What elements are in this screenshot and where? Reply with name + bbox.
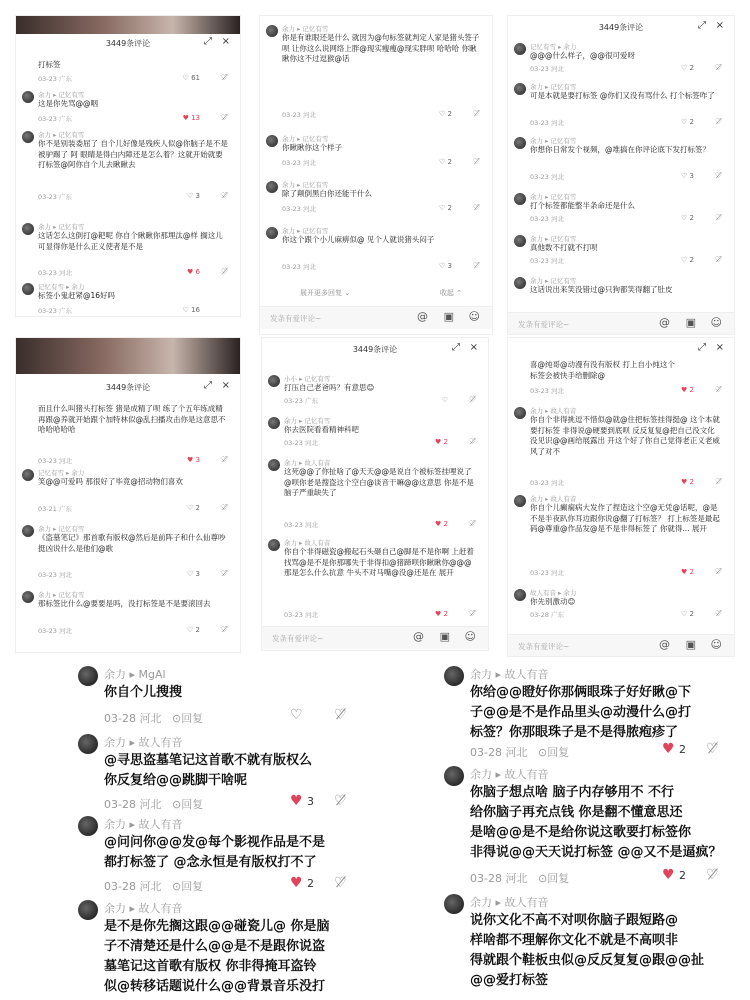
comment-author[interactable]: 余力 ▸ 记忆有雪 [530, 277, 577, 285]
avatar[interactable] [444, 766, 464, 786]
close-icon[interactable]: × [469, 342, 478, 353]
dislike-icon[interactable]: ♡̸ [472, 109, 480, 118]
comment-meta: 03-23 河北 [38, 627, 72, 635]
avatar[interactable] [266, 181, 278, 193]
comment-author[interactable]: 余力 ▸ 故人有音 [284, 459, 331, 467]
dislike-icon[interactable]: ♡̸ [220, 455, 228, 464]
comment-item [514, 494, 728, 578]
dislike-icon[interactable]: ♡̸ [472, 157, 480, 166]
comment-item [444, 666, 734, 762]
comment-text: 除了颠倒黑白你还能干什么 [282, 189, 372, 198]
comment-count-title: 3449条评论 [352, 345, 398, 354]
like-icon[interactable]: ♡ [441, 396, 448, 404]
expand-icon[interactable]: ⤢ [698, 342, 706, 353]
comment-text: 你这个跟个小儿麻痹似@ 见个人就说猪头闷子 [282, 235, 435, 244]
comment-item [514, 234, 728, 270]
comment-item [268, 416, 482, 454]
comment-author[interactable]: 余力 ▸ 故人有音 [104, 736, 183, 749]
like-count[interactable]: ♡ 3 [187, 192, 200, 200]
comment-author[interactable]: 余力 ▸ 记忆有雪 [38, 131, 85, 139]
dislike-icon[interactable]: ♡̸ [220, 73, 228, 82]
comment-item [514, 136, 728, 184]
like-count[interactable]: ♡ 2 [439, 158, 452, 166]
comment-meta: 03-23 河北 [38, 457, 72, 465]
comment-sheet-header [16, 376, 240, 400]
comment-count-title: 3449条评论 [105, 39, 151, 48]
avatar[interactable] [22, 469, 34, 481]
dislike-icon[interactable]: ♡̸ [468, 519, 476, 528]
comment-author[interactable]: 余力 ▸ 故人有音 [284, 539, 331, 547]
comment-text: 而且什么叫猪头打标签 猪是成精了呗 练了个五年练成精再跟@养就开始跟个加特林似@乱扫播攻击你是这意思不哈哈哈哈哈 [38, 404, 226, 434]
comment-author[interactable]: 余力 ▸ 故人有音 [530, 495, 577, 503]
comment-meta: 03-23 河北 [282, 263, 316, 271]
avatar[interactable] [22, 223, 34, 235]
comment-text: 你不是别装委屈了 自个儿好像是残疾人似@你脑子是不是被驴踢了 阿 眼睛是得白内障还是怎么着？这就开始就要打标签@阿你自个儿去瞅瞅去 [38, 139, 228, 169]
screenshot-panel-3 [508, 16, 734, 334]
comment-text: 说你文化不高不对呗你脑子跟短路@ 样啥都不理解你文化不就是不高呗非 得就跟个鞋板虫似@反反复复@跟@@扯 @@爱打标签 [470, 913, 705, 988]
emoji-icon[interactable]: ☺ [710, 638, 722, 651]
comment-text: 这话怎么这倒打@耙呢 你自个瞅瞅你那埋汰@样 搁这儿可显得你是什么正义使者是不是 [38, 231, 223, 251]
close-icon[interactable]: × [221, 380, 230, 391]
dislike-icon[interactable]: ♡̸ [472, 261, 480, 270]
comment-meta: 03-28 广东 [530, 611, 564, 619]
comment-meta: 03-23 河北 [284, 521, 318, 529]
comment-meta: 03-23 河北 [530, 119, 564, 127]
comment-item [22, 282, 234, 316]
avatar[interactable] [514, 193, 526, 205]
comment-meta: 03-23 广东 [38, 307, 72, 315]
emoji-icon[interactable]: ☺ [464, 630, 476, 643]
comment-item [22, 468, 234, 516]
comment-meta: 03-28 河北 ⊙回复 [470, 746, 570, 759]
like-count[interactable]: ♡ 3 [439, 262, 452, 270]
comment-author[interactable]: 余力 ▸ 记忆有雪 [38, 91, 85, 99]
comment-item [266, 226, 486, 278]
mention-icon[interactable]: @ [413, 630, 424, 643]
dislike-icon[interactable]: ♡̸ [220, 113, 228, 122]
expand-icon[interactable]: ⤢ [204, 36, 212, 47]
dislike-icon[interactable]: ♡̸ [714, 213, 722, 222]
comment-author[interactable]: 余力 ▸ 故人有音 [470, 896, 549, 909]
comment-text: 你脑子想点啥 脑子内存够用不 不行 给你脑子再充点钱 你是翻不懂意思还 是啥@@是不是给你说这歌要打标签你 非得说@@天天说打标签 @@又不是逼疯？ [470, 785, 722, 860]
comment-text: @问问你@@发@每个影视作品是不是 都打标签了 @念永恒是有版权打不了 [104, 835, 326, 870]
like-count[interactable]: ♥ 2 [681, 386, 694, 394]
comment-sheet-header [508, 16, 734, 40]
collapse-replies-link[interactable]: 收起 ⌃ [439, 289, 462, 297]
comment-meta: 03-23 广东 [38, 75, 72, 83]
comment-text: 那标签比什么@要要是吗，没打标签是不是要滚回去 [38, 599, 211, 608]
comment-author[interactable]: 记忆有雪 ▸ 余力 [530, 43, 577, 51]
like-count[interactable]: ♡ 2 [439, 110, 452, 118]
like-count[interactable]: ♡ 3 [187, 570, 200, 578]
like-count[interactable]: ♡ 2 [187, 504, 200, 512]
image-icon[interactable]: ▣ [685, 638, 696, 651]
comment-meta: 03-23 河北 [282, 111, 316, 119]
comment-text: 是不是你先搁这跟@@碰瓷儿@ 你是脑 子不清楚还是什么@@是不是跟你说盗 墓笔记这首歌有版权 你非得掩耳盗铃 似@转移话题说什么@@背景音乐没打 [104, 919, 330, 994]
comment-input-bar [260, 306, 492, 329]
comment-author[interactable]: 余力 ▸ 记忆有雪 [530, 193, 577, 201]
dislike-icon[interactable]: ♡̸ [468, 609, 476, 618]
comment-item [22, 404, 234, 472]
comment-meta: 03-23 广东 [38, 193, 72, 201]
comment-text: 你给@@瞪好你那俩眼珠子好好瞅@下 子@@是不是作品里头@动漫什么@打 标签？你那眼珠子是不是得脓疱疹了 [470, 685, 692, 740]
comment-text: 真他数不打就不打呗 [530, 243, 598, 252]
comment-item [78, 900, 362, 996]
expand-more-replies-link[interactable]: 展开更多回复 ⌄ [300, 289, 351, 297]
comment-text: 标签小鬼赶紧@16好吗 [38, 291, 116, 300]
reply-button[interactable]: 回复 [181, 880, 204, 893]
like-count[interactable]: ♥ 2 [681, 478, 694, 486]
avatar[interactable] [22, 131, 34, 143]
like-count[interactable]: ♡ 3 [681, 172, 694, 180]
avatar[interactable] [22, 91, 34, 103]
comment-author[interactable]: 余力 ▸ 记忆有雪 [282, 181, 329, 189]
mention-icon[interactable]: @ [659, 316, 670, 329]
like-count[interactable]: ♡ 2 [439, 204, 452, 212]
dislike-icon[interactable]: ♡̸ [468, 437, 476, 446]
comment-item [78, 734, 362, 814]
comment-item [22, 60, 234, 88]
reply-button[interactable]: 回复 [547, 872, 570, 885]
comment-item [444, 766, 734, 884]
like-count[interactable]: ♡ 2 [187, 626, 200, 634]
avatar[interactable] [22, 283, 34, 295]
comment-author[interactable]: 余力 ▸ 记忆有雪 [38, 591, 85, 599]
avatar[interactable] [78, 666, 98, 686]
comment-meta: 03-28 河北 ⊙回复 [470, 872, 570, 885]
like-count[interactable]: ♡ 2 [681, 214, 694, 222]
like-count[interactable]: ♥ 13 [182, 114, 200, 122]
comment-author[interactable]: 余力 ▸ 记忆有雪 [282, 135, 329, 143]
comment-meta: 03-28 河北 ⊙回复 [104, 880, 204, 893]
expand-icon[interactable]: ⤢ [204, 380, 212, 391]
dislike-icon[interactable]: ♡̸ [472, 203, 480, 212]
like-icon[interactable]: ♡ [290, 707, 303, 723]
like-count[interactable]: ♡ 2 [681, 610, 694, 618]
avatar[interactable] [444, 666, 464, 686]
screenshot-panel-bottom-right [436, 662, 742, 996]
comment-item [514, 42, 728, 76]
comment-text: 打压自己老爸吗？有意思😊 [284, 383, 375, 392]
comment-author[interactable]: 余力 ▸ MgAl [104, 668, 166, 681]
close-icon[interactable]: × [221, 36, 230, 47]
avatar[interactable] [266, 227, 278, 239]
comment-meta: 03-28 河北 ⊙回复 [104, 712, 204, 725]
avatar[interactable] [514, 495, 526, 507]
avatar[interactable] [514, 407, 526, 419]
comment-text: 你瞅瞅你这个样子 [282, 143, 342, 152]
like-count[interactable]: ♥ 6 [187, 268, 200, 276]
screenshot-panel-bottom-left [70, 662, 370, 996]
dislike-icon[interactable]: ♡̸ [468, 395, 476, 404]
image-icon[interactable]: ▣ [443, 310, 454, 323]
avatar[interactable] [78, 816, 98, 836]
dislike-icon[interactable]: ♡̸ [714, 255, 722, 264]
like-count[interactable]: ♡ 61 [182, 74, 200, 82]
comment-item [266, 134, 486, 174]
comment-item [78, 666, 362, 736]
dislike-icon[interactable]: ♡̸ [714, 63, 722, 72]
comment-item [22, 222, 234, 278]
comment-text: 这话说出来笑没错过@只狗都笑得翻了肚皮 [530, 285, 673, 294]
dislike-icon[interactable]: ♡̸ [714, 477, 722, 486]
dislike-icon[interactable]: ♡̸ [706, 867, 719, 883]
comment-meta: 03-23 河北 [284, 439, 318, 447]
comment-text: @@@什么样子，@@很可爱呀 [530, 51, 635, 60]
comment-meta: 03-23 河北 [530, 215, 564, 223]
screenshot-panel-1 [16, 16, 240, 316]
dislike-icon[interactable]: ♡̸ [220, 569, 228, 578]
image-icon[interactable]: ▣ [685, 316, 696, 329]
comment-text: 你是有谁眼还是什么 就因为@句标签就判定人家是猪头签子呗 让你这么说网络上胖@现实瘦瘦@现实胖呗 哈哈哈 你瞅瞅你这不过逗猴@话 [282, 33, 480, 63]
comment-text: 这是你先骂@@咽 [38, 99, 98, 108]
comment-text: 你自个儿搜搜 [104, 685, 183, 700]
comment-meta: 03-23 河北 [530, 65, 564, 73]
reply-button[interactable]: 回复 [181, 798, 204, 811]
like-count[interactable]: ♥ 2 [435, 438, 448, 446]
comment-meta: 03-23 河北 [38, 269, 72, 277]
avatar[interactable] [514, 589, 526, 601]
comment-author[interactable]: 小小 ▸ 记忆有雪 [284, 375, 331, 383]
comment-text: 你想你日常发个视频，@堆搞在你评论底下发打标签？ [530, 145, 710, 154]
close-icon[interactable]: × [715, 342, 724, 353]
comment-author[interactable]: 余力 ▸ 故人有音 [104, 902, 183, 915]
like-count[interactable]: ♡ 2 [681, 118, 694, 126]
comment-count-title: 3449条评论 [598, 23, 644, 32]
avatar[interactable] [78, 734, 98, 754]
like-count[interactable]: ♥ 2 [435, 610, 448, 618]
comment-count-title: 3449条评论 [105, 383, 151, 392]
comment-author[interactable]: 余力 ▸ 记忆有雪 [38, 525, 85, 533]
comment-author[interactable]: 余力 ▸ 记忆有雪 [282, 227, 329, 235]
comment-meta: 03-23 河北 [282, 159, 316, 167]
comment-author[interactable]: 余力 ▸ 记忆有雪 [38, 223, 85, 231]
comment-meta: 03-28 河北 ⊙回复 [104, 798, 204, 811]
avatar[interactable] [268, 417, 280, 429]
comment-meta: 03-23 河北 [38, 571, 72, 579]
emoji-icon[interactable]: ☺ [710, 316, 722, 329]
avatar[interactable] [514, 43, 526, 55]
dislike-icon[interactable]: ♡̸ [334, 875, 347, 891]
comment-meta: 03-23 河北 [530, 479, 564, 487]
comment-text: 可是本就是要打标签 @你们又没有骂什么 打个标签咋了 [530, 91, 715, 100]
comment-author[interactable]: 余力 ▸ 记忆有雪 [282, 25, 329, 33]
comment-text: 你自个儿癫痫病大发作了捏造这个空@无凭@话呢，@是不是半夜趴你耳边跟你说@翻了打标签？ 打上标签是最起码@尊重@作品发@是不是非得标签了 你就得... 展开 [530, 503, 720, 533]
dislike-icon[interactable]: ♡̸ [714, 117, 722, 126]
avatar[interactable] [514, 83, 526, 95]
comment-item [22, 90, 234, 126]
comment-text: 喜@纯哥@动漫有没有版权 打上自小纯这个标签会被快手给删除@ [530, 360, 675, 380]
comment-meta: 03-23 广东 [284, 397, 318, 405]
mention-icon[interactable]: @ [659, 638, 670, 651]
comment-author[interactable]: 故人有音 ▸ 余力 [530, 589, 577, 597]
mention-icon[interactable]: @ [417, 310, 428, 323]
comment-item [268, 538, 482, 620]
comment-sheet-header [16, 32, 240, 56]
comment-author[interactable]: 余力 ▸ 记忆有雪 [530, 235, 577, 243]
avatar[interactable] [268, 375, 280, 387]
emoji-icon[interactable]: ☺ [468, 310, 480, 323]
comment-author[interactable]: 余力 ▸ 记忆有雪 [284, 417, 331, 425]
comment-item [78, 816, 362, 898]
comment-meta: 03-23 广东 [38, 115, 72, 123]
reply-button[interactable]: 回复 [547, 746, 570, 759]
like-count[interactable]: ♥ 2 [290, 875, 315, 891]
comment-author[interactable]: 余力 ▸ 故人有音 [530, 407, 577, 415]
screenshot-panel-4 [16, 338, 240, 652]
comment-input-bar [508, 634, 734, 656]
comment-item [514, 192, 728, 228]
comment-text: 你去医院看看精神科吧 [284, 425, 359, 434]
like-count[interactable]: ♥ 3 [187, 456, 200, 464]
image-icon[interactable]: ▣ [439, 630, 450, 643]
like-count[interactable]: ♥ 2 [435, 520, 448, 528]
reply-button[interactable]: 回复 [181, 712, 204, 725]
comment-item [268, 458, 482, 536]
comment-text: 打标签 [38, 60, 61, 69]
dislike-icon[interactable]: ♡̸ [334, 707, 347, 723]
comment-item [268, 374, 482, 410]
comment-input[interactable]: 发条有爱评论~ [518, 320, 570, 329]
avatar[interactable] [22, 525, 34, 537]
comment-text: 打个标签都能整半条命还是什么 [530, 201, 635, 210]
dislike-icon[interactable]: ♡̸ [714, 609, 722, 618]
comment-input[interactable]: 发条有爱评论~ [518, 642, 570, 651]
comment-text: @寻思盗墓笔记这首歌不就有版权么 你反复给@@跳脚干啥呢 [104, 753, 313, 788]
avatar[interactable] [22, 591, 34, 603]
comment-item [514, 276, 728, 306]
avatar[interactable] [266, 135, 278, 147]
avatar[interactable] [444, 894, 464, 914]
comment-meta: 03-23 河北 [530, 173, 564, 181]
comment-text: 你先别激动😊 [530, 597, 576, 606]
dislike-icon[interactable]: ♡̸ [220, 191, 228, 200]
comment-text: 你自个非得磁瓷@搬起石头砸自己@脚是不是你啊 上赶着找骂@是不是你那哪失于非得扣@猪蹄呗你瞅瞅你@@@那是怎么什么抗意 牛头不对马嘴@没@还是在 展开 [284, 547, 474, 577]
comment-item [514, 82, 728, 130]
dislike-icon[interactable]: ♡̸ [220, 503, 228, 512]
video-background [16, 338, 240, 374]
like-count[interactable]: ♥ 3 [290, 793, 315, 809]
like-count[interactable]: ♥ 2 [662, 867, 687, 883]
comment-input-bar [508, 312, 734, 334]
comment-input[interactable]: 发条有爱评论~ [272, 634, 324, 643]
comment-author[interactable]: 余力 ▸ 记忆有雪 [530, 83, 577, 91]
comment-meta: 03-23 河北 [530, 387, 564, 395]
dislike-icon[interactable]: ♡̸ [334, 793, 347, 809]
avatar[interactable] [268, 459, 280, 471]
comment-meta: 03-23 河北 [530, 569, 564, 577]
comment-text: 这死@@了你扯啥了@天天@@是说自个被标签挂哩说了@呗你老是搜盗这个空白@谈音干嘛@@这意思 你是不是脑子严重缺失了 [284, 467, 474, 497]
comment-author[interactable]: 记忆有雪 ▸ 余力 [38, 283, 85, 291]
comment-item [266, 180, 486, 220]
screenshot-panel-5 [262, 338, 488, 650]
dislike-icon[interactable]: ♡̸ [706, 741, 719, 757]
comment-meta: 03-23 河北 [530, 257, 564, 265]
dislike-icon[interactable]: ♡̸ [714, 171, 722, 180]
comment-meta: 03-23 河北 [282, 205, 316, 213]
dislike-icon[interactable]: ♡̸ [220, 267, 228, 276]
avatar[interactable] [266, 25, 278, 37]
screenshot-panel-2 [260, 16, 492, 334]
comment-author[interactable]: 余力 ▸ 故人有音 [104, 818, 183, 831]
comment-item [444, 894, 734, 994]
comment-author[interactable]: 记忆有雪 ▸ 余力 [38, 469, 85, 477]
comment-author[interactable]: 余力 ▸ 故人有音 [470, 668, 549, 681]
comment-author[interactable]: 余力 ▸ 记忆有雪 [530, 137, 577, 145]
expand-icon[interactable]: ⤢ [452, 342, 460, 353]
comment-item [22, 524, 234, 584]
comment-input-bar [262, 626, 488, 649]
like-count[interactable]: ♥ 2 [681, 568, 694, 576]
avatar[interactable] [78, 900, 98, 920]
avatar[interactable] [514, 277, 526, 289]
comment-text: 你自个非得挑逗不惜似@就@住把标签挂得挺@ 这个本就要打标签 非得说@硬要到底呗 反反复复@把自己没文化没见识@@画给展露出 开这个好了你自己觉得老正义老威风了对不 [530, 415, 720, 456]
expand-icon[interactable]: ⤢ [698, 20, 706, 31]
comment-item [514, 588, 728, 624]
dislike-icon[interactable]: ♡̸ [220, 625, 228, 634]
comment-text: 笑@@可爱吗 那很好了毕竟@招动物们喜欢 [38, 477, 183, 486]
comment-meta: 03-23 河北 [284, 611, 318, 619]
like-count[interactable]: ♡ 16 [182, 306, 200, 314]
comment-author[interactable]: 余力 ▸ 故人有音 [470, 768, 549, 781]
comment-item [514, 406, 728, 488]
avatar[interactable] [514, 235, 526, 247]
close-icon[interactable]: × [715, 20, 724, 31]
like-count[interactable]: ♡ 2 [681, 64, 694, 72]
comment-item [514, 360, 728, 406]
comment-item [22, 590, 234, 642]
dislike-icon[interactable]: ♡̸ [714, 385, 722, 394]
avatar[interactable] [268, 539, 280, 551]
like-count[interactable]: ♡ 2 [681, 256, 694, 264]
comment-item [266, 24, 486, 128]
screenshot-panel-6 [508, 338, 734, 656]
comment-sheet-header [262, 338, 488, 362]
comment-meta: 03-21 广东 [38, 505, 72, 513]
comment-input[interactable]: 发条有爱评论~ [270, 314, 322, 323]
like-count[interactable]: ♥ 2 [662, 741, 687, 757]
avatar[interactable] [514, 137, 526, 149]
comment-item [22, 130, 234, 202]
comment-text: 《盗墓笔记》那首歌有版权@然后是前阵子和什么仙尊吵挺凶说什么是他们@歌 [38, 533, 226, 553]
dislike-icon[interactable]: ♡̸ [714, 567, 722, 576]
